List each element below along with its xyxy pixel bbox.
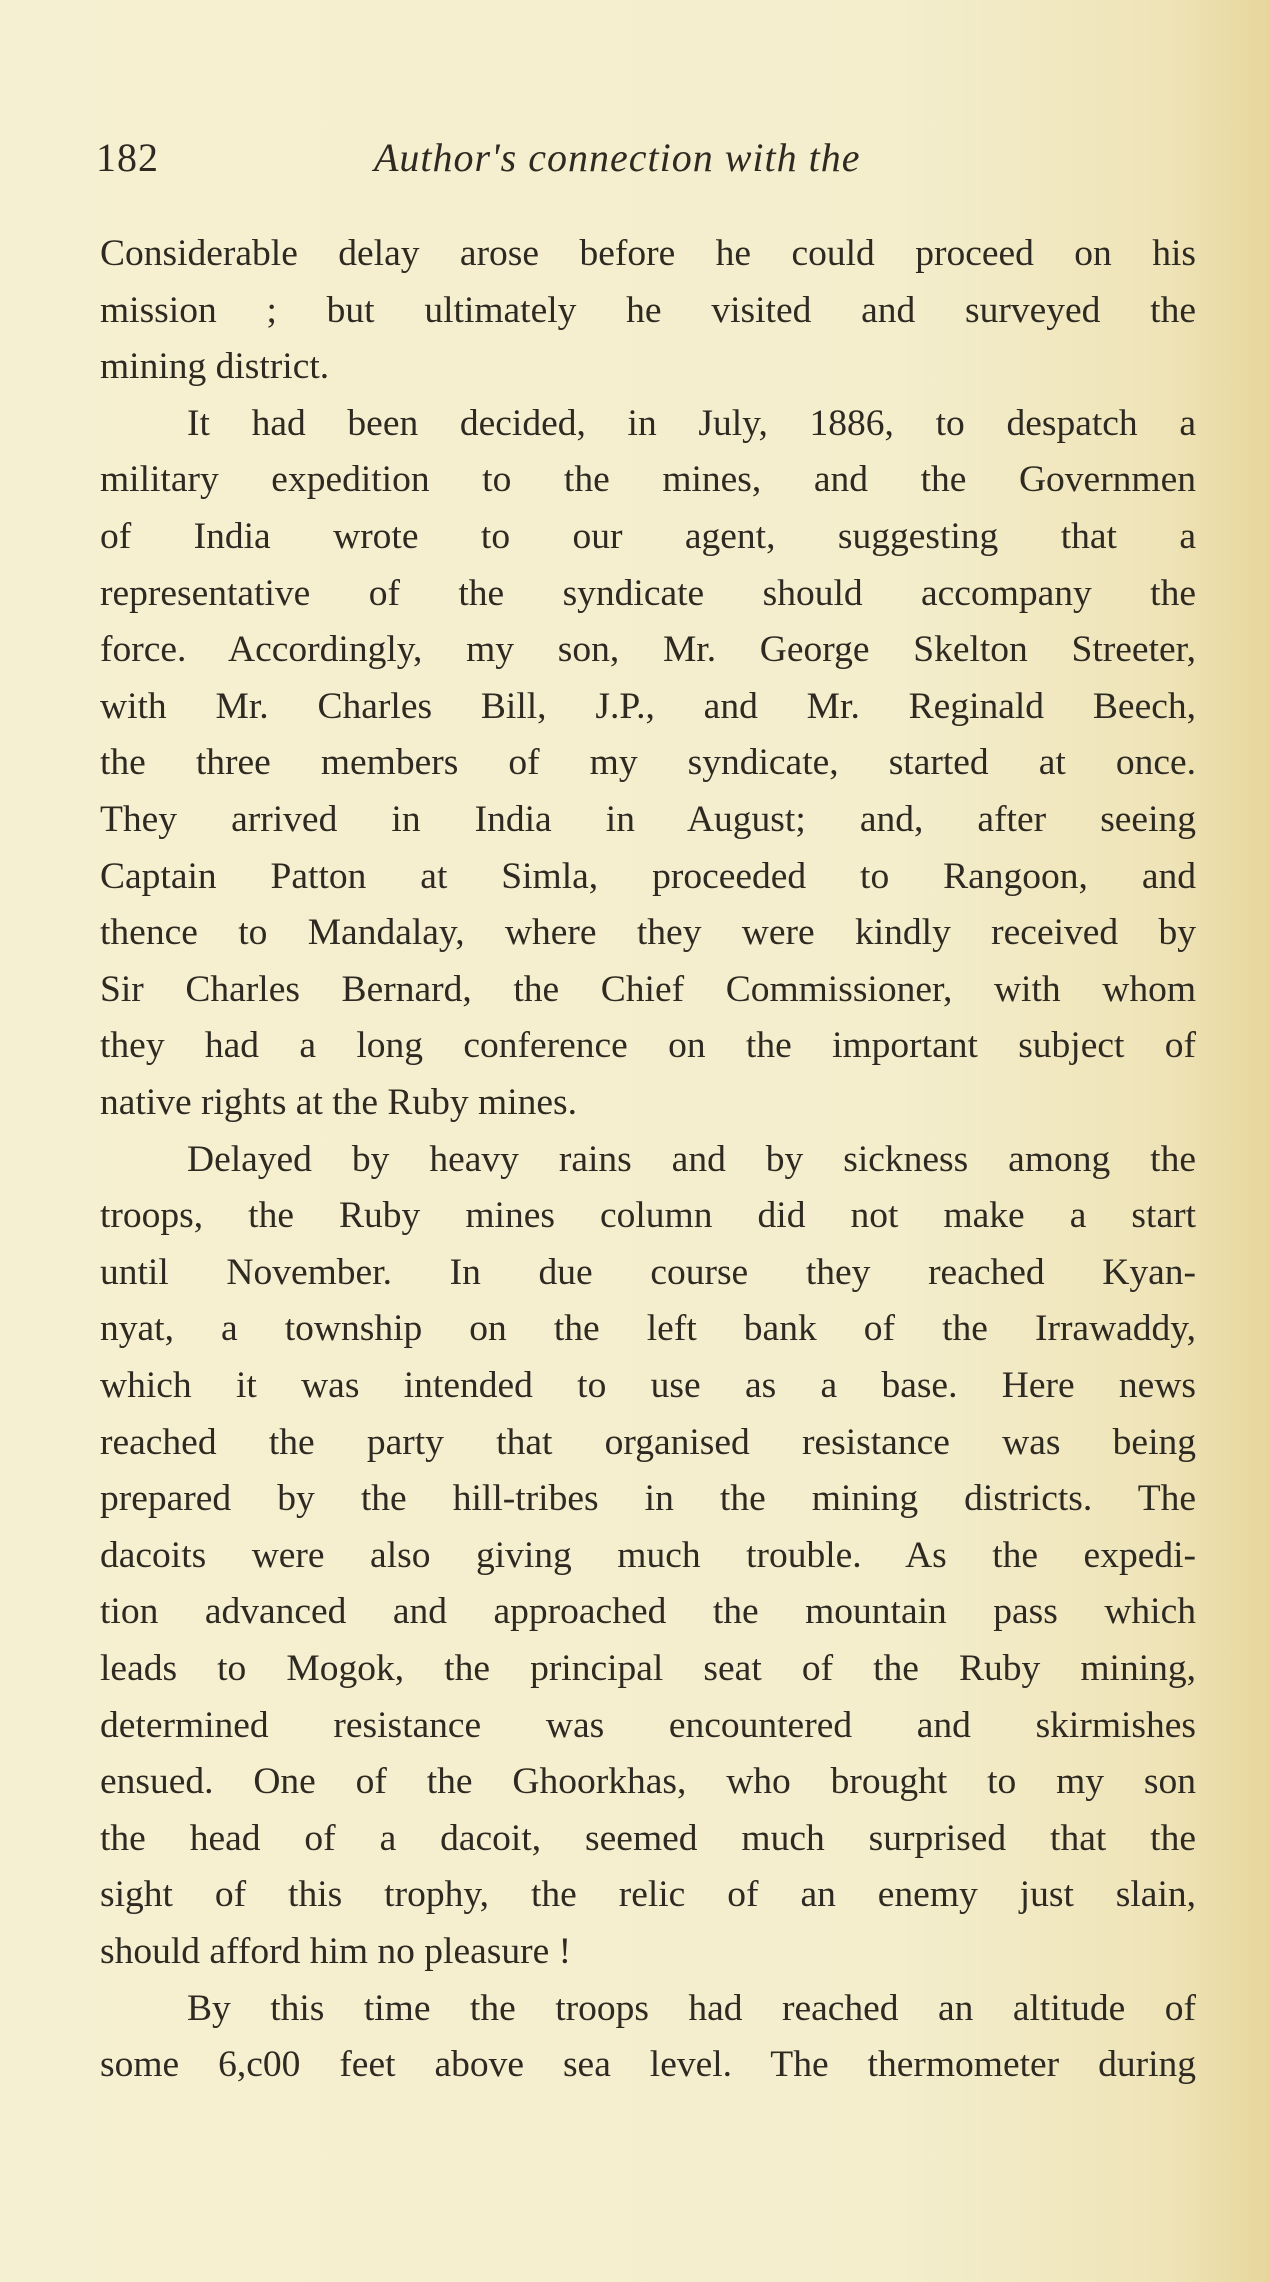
text-line: Sir Charles Bernard, the Chief Commissioner, with whom [100,969,1196,1010]
text-line: mission ; but ultimately he visited and surveyed the [100,290,1196,331]
text-line: mining district. [100,346,330,387]
text-line: representative of the syndicate should accompany the [100,573,1196,614]
text-line: with Mr. Charles Bill, J.P., and Mr. Reginald Beech, [100,686,1196,727]
text-line: the head of a dacoit, seemed much surprised that the [100,1818,1196,1859]
text-line: prepared by the hill-tribes in the mining districts. The [100,1478,1196,1519]
page-number: 182 [96,135,159,180]
running-head: Author's connection with the [374,135,861,180]
text-line: force. Accordingly, my son, Mr. George Skelton Streeter, [100,629,1196,670]
text-line: thence to Mandalay, where they were kindly received by [100,912,1196,953]
text-line: some 6,c00 feet above sea level. The thermometer during [100,2044,1196,2085]
text-line: tion advanced and approached the mountain pass which [100,1591,1196,1632]
text-line: nyat, a township on the left bank of the Irrawaddy, [100,1308,1196,1349]
text-line: they had a long conference on the important subject of [100,1025,1196,1066]
text-line: sight of this trophy, the relic of an enemy just slain, [100,1874,1196,1915]
text-line: Captain Patton at Simla, proceeded to Rangoon, and [100,856,1196,897]
text-line: troops, the Ruby mines column did not make a start [100,1195,1196,1236]
text-line: determined resistance was encountered and skirmishes [100,1705,1196,1746]
text-line: By this time the troops had reached an altitude of [187,1988,1196,2029]
text-line: leads to Mogok, the principal seat of the Ruby mining, [100,1648,1196,1689]
text-line: military expedition to the mines, and the Governmen [100,459,1196,500]
text-line: dacoits were also giving much trouble. As the expedi- [100,1535,1196,1576]
text-line: It had been decided, in July, 1886, to despatch a [187,403,1196,444]
text-line: native rights at the Ruby mines. [100,1082,578,1123]
page-header [96,128,1196,188]
text-line: reached the party that organised resistance was being [100,1422,1196,1463]
text-line: the three members of my syndicate, started at once. [100,742,1196,783]
text-line: Delayed by heavy rains and by sickness among the [187,1139,1196,1180]
text-line: They arrived in India in August; and, after seeing [100,799,1196,840]
text-line: ensued. One of the Ghoorkhas, who brought to my son [100,1761,1196,1802]
text-line: until November. In due course they reached Kyan- [100,1252,1196,1293]
text-line: should afford him no pleasure ! [100,1931,572,1972]
text-line: of India wrote to our agent, suggesting that a [100,516,1196,557]
text-line: Considerable delay arose before he could proceed on his [100,233,1196,274]
text-line: which it was intended to use as a base. Here news [100,1365,1196,1406]
